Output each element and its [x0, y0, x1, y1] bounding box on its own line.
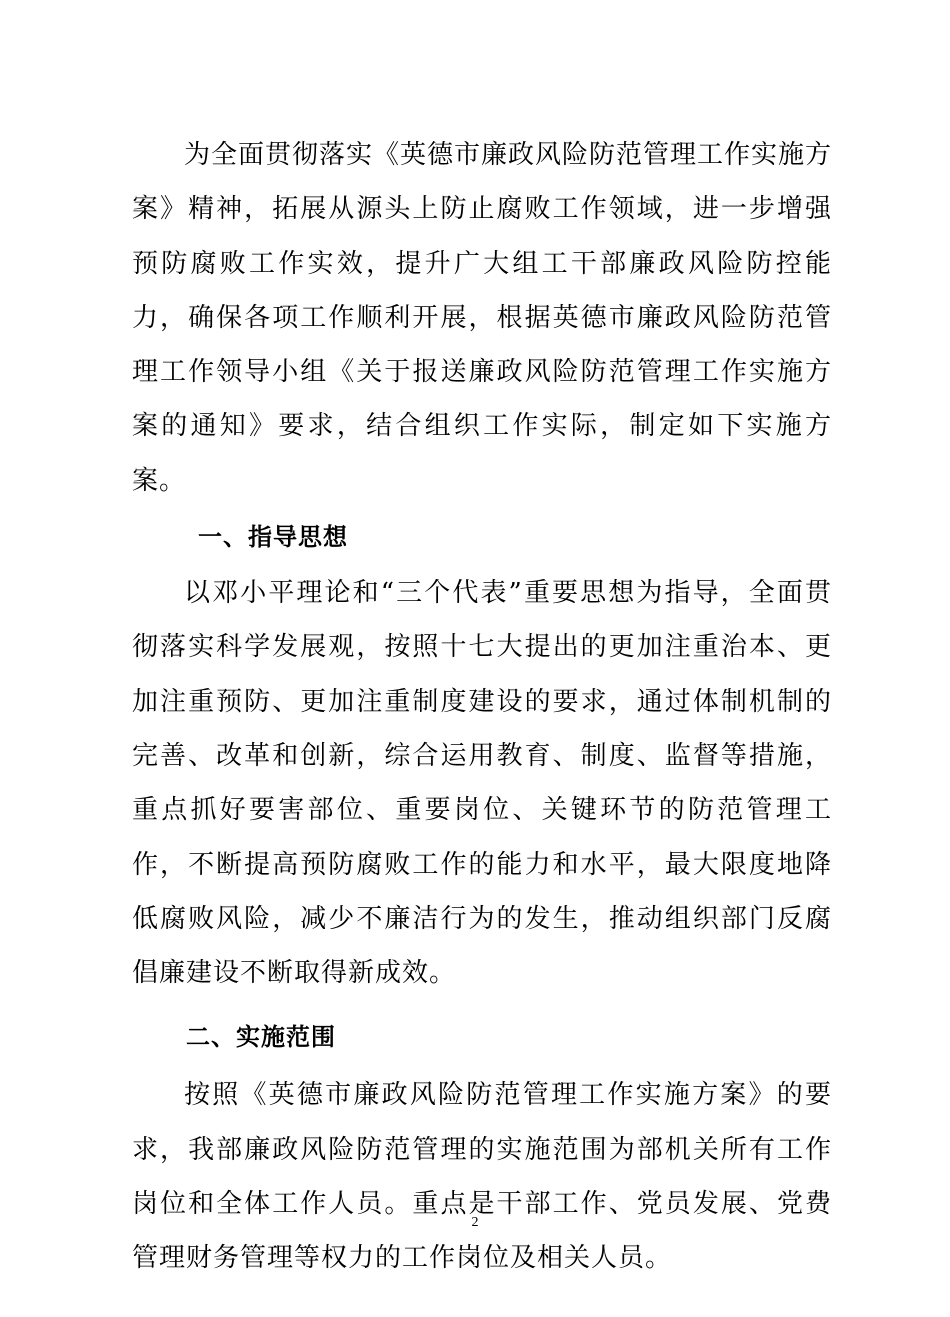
section-body-implementation-scope: 按照《英德市廉政风险防范管理工作实施方案》的要求，我部廉政风险防范管理的实施范围为部机关所有工作岗位和全体工作人员。重点是干部工作、党员发展、党费管理财务管理等权力的工作岗位及相关人员。	[132, 1080, 832, 1274]
document-body	[132, 128, 832, 1286]
page-number: 2	[471, 1215, 479, 1230]
section-heading-guiding-ideology: 一、指导思想	[198, 523, 348, 552]
section-body-guiding-ideology: 以邓小平理论和“三个代表”重要思想为指导，全面贯彻落实科学发展观，按照十七大提出的更加注重治本、更加注重预防、更加注重制度建设的要求，通过体制机制的完善、改革和创新，综合运用教育、制度、监督等措施，重点抓好要害部位、重要岗位、关键环节的防范管理工作，不断提高预防腐败工作的能力和水平，最大限度地降低腐败风险，减少不廉洁行为的发生，推动组织部门反腐倡廉建设不断取得新成效。	[132, 578, 832, 989]
section-heading-implementation-scope: 二、实施范围	[186, 1023, 336, 1052]
intro-paragraph: 为全面贯彻落实《英德市廉政风险防范管理工作实施方案》精神，拓展从源头上防止腐败工作领域，进一步增强预防腐败工作实效，提升广大组工干部廉政风险防控能力，确保各项工作顺利开展，根据英德市廉政风险防范管理工作领导小组《关于报送廉政风险防范管理工作实施方案的通知》要求，结合组织工作实际，制定如下实施方案。	[132, 140, 833, 496]
